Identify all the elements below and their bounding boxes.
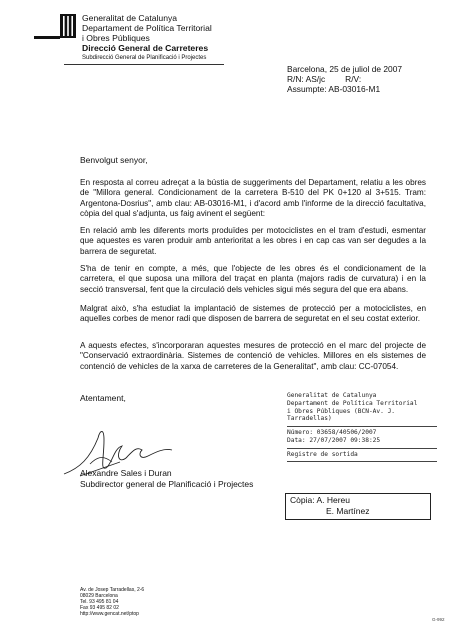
closing: Atentament,	[80, 393, 126, 403]
form-code: G-992	[432, 617, 445, 622]
footer-line: http://www.gencat.net/ptop	[80, 610, 139, 617]
footer-line: Av. de Josep Tarradellas, 2-6	[80, 587, 145, 593]
references	[287, 74, 402, 84]
org-name: Generalitat de Catalunya	[82, 13, 178, 23]
registry-stamp	[287, 392, 437, 462]
your-ref: R/V:	[345, 74, 362, 84]
stamp-divider	[287, 448, 437, 449]
footer-line: Fax 93 495 82 02	[80, 604, 119, 611]
stamp-dept-cont: i Obres Públiques (BCN-Av. J.	[287, 407, 396, 415]
stamp-org: Generalitat de Catalunya	[287, 392, 377, 399]
signer-block	[80, 468, 253, 489]
subject: Assumpte: AB-03016-M1	[287, 84, 381, 94]
letterhead	[82, 13, 212, 63]
stamp-dept: Departament de Política Territorial	[287, 399, 418, 407]
paragraph: S'ha de tenir en compte, a més, que l'objecte de les obres és el condicionament de la carretera, el que suposa una millora del traçat en planta (majors radis de curvatura) i en la secció transversal, fent que la circulació dels vehicles sigui més segura del que era abans.	[80, 264, 426, 294]
salutation: Benvolgut senyor,	[80, 155, 148, 165]
stamp-dept-cont2: Tarradellas)	[287, 415, 332, 423]
copy-recipients-box	[285, 493, 431, 520]
department-name-cont: i Obres Públiques	[82, 33, 150, 43]
paragraph: En resposta al correu adreçat a la bústia de suggeriments del Departament, relatiu a les obres de "Millora general. Condicionament de la carretera B-510 del PK 0+120 al 3+515. Tram: Argentona-Dosrius", amb clau: AB-03016-M1, i d'acord amb l'informe de la direcció facultativa, còpia del qual s'adjunta, us faig avinent el següent:	[80, 178, 426, 218]
stamp-number: Número: 03658/40506/2007	[287, 429, 377, 437]
department-name: Departament de Política Territorial	[82, 23, 212, 33]
directorate-name: Direcció General de Carreteres	[82, 43, 209, 53]
header-divider	[64, 64, 224, 65]
signer-title: Subdirector general de Planificació i Projectes	[80, 478, 254, 489]
subdirectorate-name: Subdirecció General de Planificació i Projectes	[82, 55, 207, 61]
letter-meta	[287, 64, 402, 94]
generalitat-logo-icon	[60, 14, 76, 38]
stamp-register-type: Registre de sortida	[287, 450, 358, 458]
paragraph: A aquests efectes, s'incorporaran aquestes mesures de protecció en el marc del projecte de "Conservació extraordinària. Sistemes de contenció de vehicles. Millores en els sistemes de contenció de vehicles de la xarxa de carreteres de la Generalitat", amb clau: CC-07054.	[80, 341, 426, 371]
paragraph: En relació amb les diferents morts produïdes per motociclistes en el tram d'estudi, esmentar que aquestes es varen produir amb anterioritat a les obres i en cap cas van ser degudes a la barrera de seguretat.	[80, 226, 426, 256]
place-date: Barcelona, 25 de juliol de 2007	[287, 64, 403, 74]
footer-line: 08029 Barcelona	[80, 592, 118, 599]
footer-address	[80, 588, 144, 618]
stamp-divider	[287, 461, 437, 462]
our-ref: R/N: AS/jc	[287, 74, 326, 84]
paragraph: Malgrat això, s'ha estudiat la implantació de sistemes de protecció per a motociclistes, en aquelles corbes de menor radi que disposen de barrera de seguretat en el seu costat exterior.	[80, 304, 426, 324]
signer-name: Alexandre Sales i Duran	[80, 468, 172, 478]
copy-line: Còpia: A. Hereu	[290, 495, 351, 505]
stamp-divider	[287, 426, 437, 427]
copy-line: E. Martínez	[326, 506, 370, 516]
footer-line: Tel. 93 495 81 04	[80, 598, 119, 605]
stamp-date: Data: 27/07/2007 09:38:25	[287, 436, 381, 444]
logo-bar	[34, 36, 60, 39]
